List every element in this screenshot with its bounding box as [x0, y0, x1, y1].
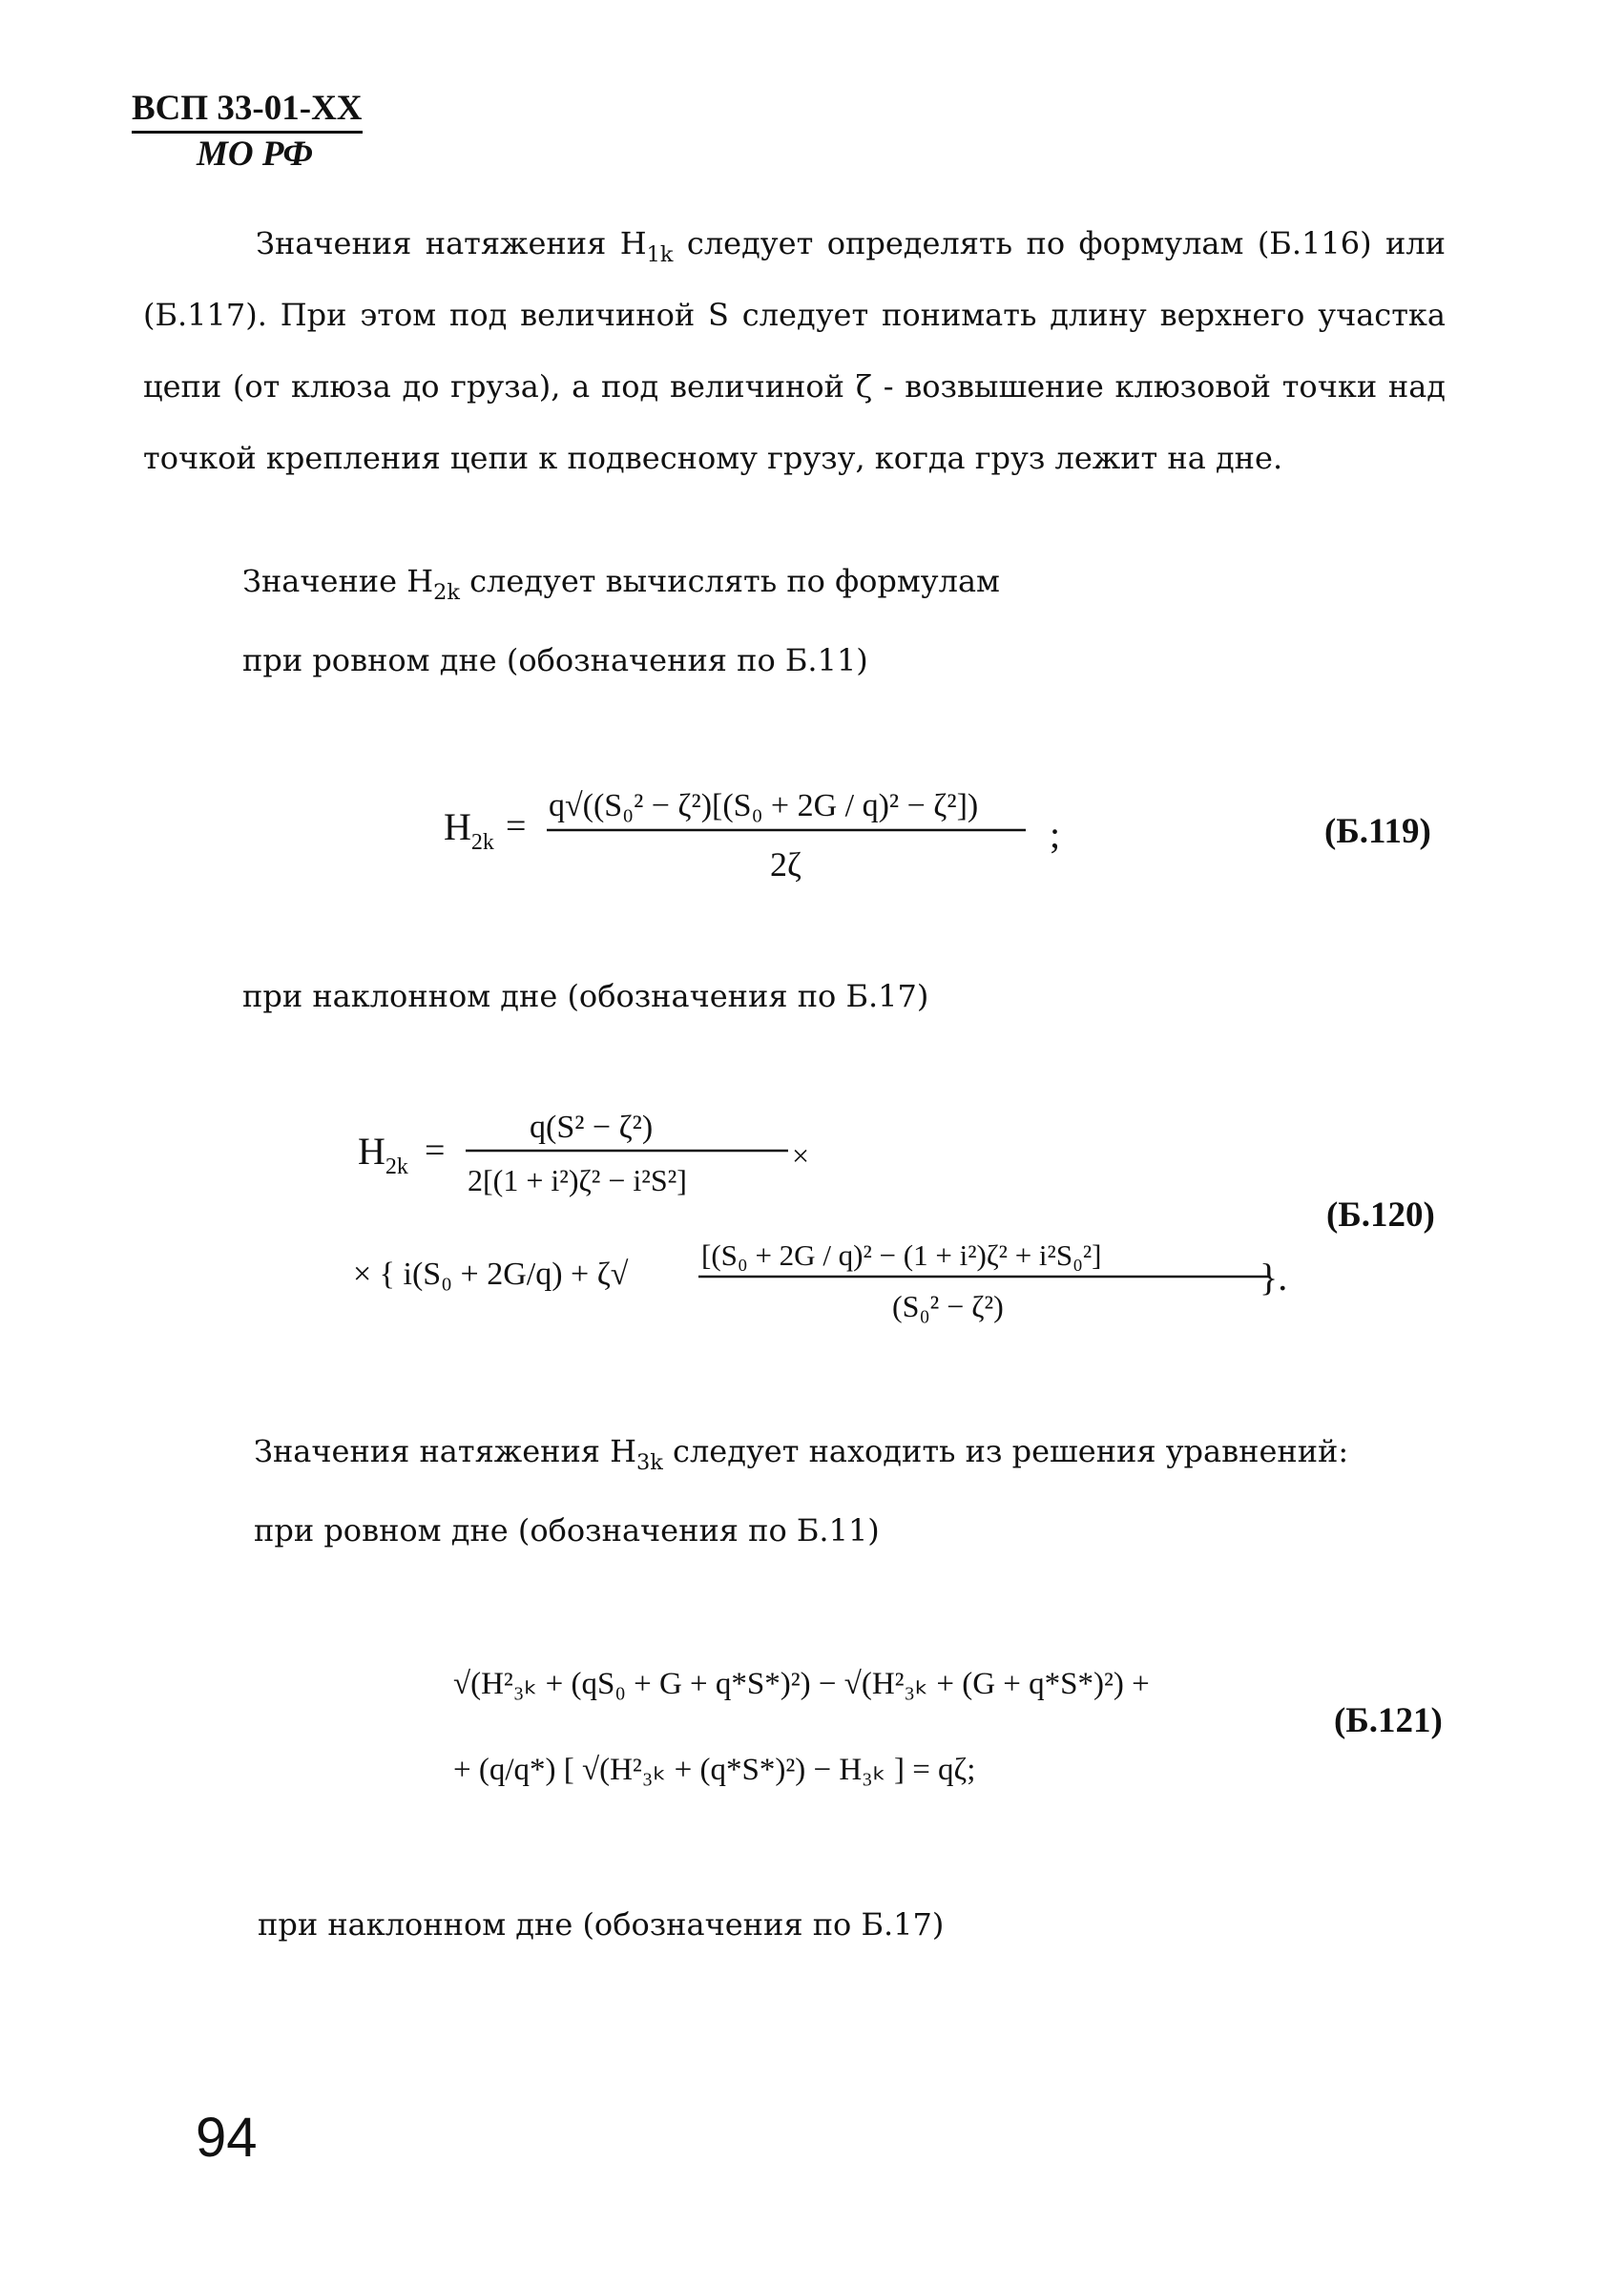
equation-number-b121: (Б.121): [1334, 1701, 1443, 1740]
flat-bottom-note-1: при ровном дне (обозначения по Б.11): [242, 642, 868, 678]
svg-text:;: ;: [1050, 813, 1061, 856]
eq120-root-denominator: (S₀² − ζ²): [892, 1289, 1004, 1323]
eq120-denominator: 2[(1 + i²)ζ² − i²S²]: [468, 1163, 687, 1197]
eq119-numerator: q√((S₀² − ζ²)[(S₀ + 2G / q)² − ζ²]): [549, 788, 979, 823]
equation-b121: [448, 1636, 1269, 1818]
eq120-root-numerator: [(S₀ + 2G / q)² − (1 + i²)ζ² + i²S₀²]: [701, 1238, 1102, 1272]
equation-number-b119: (Б.119): [1324, 812, 1431, 851]
document-header: [132, 88, 363, 176]
equation-b120: [353, 1088, 1298, 1345]
paragraph-h3k: Значения натяжения $H_{3k}$ следует находить из решения уравнений:: [254, 1433, 1349, 1475]
eq121-row2: + (q/q*) [ √(H²₃ₖ + (q*S*)²) − H₃ₖ ] = qζ;: [453, 1753, 976, 1787]
equation-b119: [434, 763, 1102, 897]
equation-number-b120: (Б.120): [1326, 1195, 1435, 1235]
inclined-bottom-note-2: при наклонном дне (обозначения по Б.17): [258, 1906, 945, 1943]
page-number: 94: [196, 2107, 258, 2169]
svg-text:}.: }.: [1260, 1256, 1288, 1299]
svg-text:×: ×: [792, 1138, 810, 1173]
eq120-numerator: q(S² − ζ²): [530, 1110, 654, 1145]
svg-text:=: =: [425, 1131, 446, 1171]
inclined-bottom-note-1: при наклонном дне (обозначения по Б.17): [242, 978, 929, 1014]
svg-text:=: =: [506, 806, 527, 846]
eq119-denominator: 2ζ: [770, 845, 802, 884]
svg-text:H2k: $H_{2k}$: [358, 1130, 408, 1179]
ministry-code: МО РФ: [197, 135, 313, 174]
standard-code: ВСП 33-01-ХХ: [132, 88, 363, 134]
paragraph-h1k: Значения натяжения $H_{1k}$ следует определять по формулам (Б.116) или (Б.117). При этом под величиной S следует понимать длину верхнего участка цепи (от клюза до груза), а под величиной ζ - возвышение клюзовой точки над точкой крепления цепи к подвесному грузу, когда груз лежит на дне.: [143, 225, 1446, 476]
paragraph-h2k: Значение $H_{2k}$ следует вычислять по формулам: [242, 563, 1000, 605]
eq120-row2-left: × { i(S₀ + 2G/q) + ζ√: [353, 1257, 629, 1292]
svg-text:H2k: $H_{2k}$: [444, 805, 494, 855]
flat-bottom-note-2: при ровном дне (обозначения по Б.11): [254, 1512, 880, 1549]
eq121-row1: √(H²₃ₖ + (qS₀ + G + q*S*)²) − √(H²₃ₖ + (G + q*S*)²) +: [453, 1667, 1150, 1701]
